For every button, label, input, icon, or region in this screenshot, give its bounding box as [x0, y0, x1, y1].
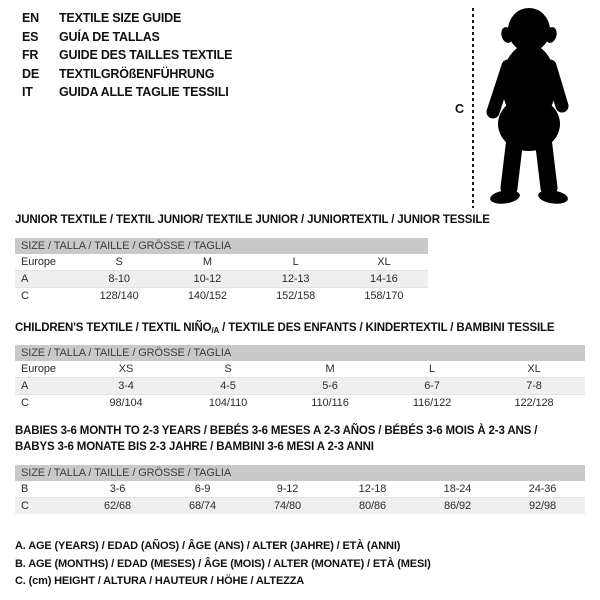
- row-label: A: [15, 378, 75, 395]
- table-row: [15, 378, 585, 395]
- size-header-bar: SIZE / TALLA / TAILLE / GRÖSSE / TAGLIA: [15, 238, 428, 254]
- language-row-it: [22, 83, 232, 102]
- table-cell: 3-4: [75, 378, 177, 395]
- size-header-bar: SIZE / TALLA / TAILLE / GRÖSSE / TAGLIA: [15, 465, 585, 481]
- toddler-silhouette: [482, 6, 574, 208]
- language-title: GUIDA ALLE TAGLIE TESSILI: [59, 85, 229, 99]
- table-cell: 158/170: [364, 290, 404, 302]
- table-cell: 122/128: [514, 397, 554, 409]
- junior-size-table: [15, 238, 428, 304]
- table-cell: 9-12: [245, 481, 330, 498]
- measurement-legend: [15, 538, 431, 591]
- table-cell: M: [163, 254, 251, 271]
- language-code: ES: [22, 29, 39, 44]
- table-row: [15, 361, 585, 378]
- table-cell: XL: [483, 361, 585, 378]
- language-row-de: [22, 65, 232, 84]
- table-cell: 4-5: [177, 378, 279, 395]
- table-cell: 152/158: [276, 290, 316, 302]
- table-cell: 92/98: [528, 500, 557, 512]
- language-code: FR: [22, 48, 39, 62]
- row-label: B: [15, 481, 75, 498]
- row-label: Europe: [15, 254, 75, 271]
- table-cell: 110/116: [311, 397, 349, 409]
- table-row: [15, 271, 428, 288]
- language-title: TEXTILE SIZE GUIDE: [59, 11, 182, 25]
- table-cell: 24-36: [500, 481, 585, 498]
- children-title-text: / TEXTILE DES ENFANTS / KINDERTEXTIL / BAMBINI TESSILE: [219, 322, 555, 334]
- language-list: [22, 9, 232, 102]
- language-code: IT: [22, 85, 33, 99]
- legend-age-years: A. AGE (YEARS) / EDAD (AÑOS) / ÂGE (ANS) / ALTER (JAHRE) / ETÀ (ANNI): [15, 540, 401, 552]
- table-row: [15, 481, 585, 498]
- table-cell: 62/68: [103, 500, 132, 512]
- table-cell: 12-13: [252, 271, 340, 288]
- language-title: GUÍA DE TALLAS: [59, 29, 160, 44]
- table-cell: 6-9: [160, 481, 245, 498]
- table-cell: L: [381, 361, 483, 378]
- legend-age-months: B. AGE (MONTHS) / EDAD (MESES) / ÂGE (MOIS) / ALTER (MONATE) / ETÀ (MESI): [15, 557, 431, 570]
- children-size-table: [15, 345, 585, 411]
- row-label: A: [15, 271, 75, 288]
- table-cell: S: [75, 254, 163, 271]
- table-cell: 14-16: [340, 271, 428, 288]
- language-row-fr: [22, 46, 232, 65]
- row-label: C: [21, 500, 29, 512]
- table-cell: 116/122: [412, 397, 452, 409]
- table-row: [15, 288, 428, 305]
- junior-table-title: JUNIOR TEXTILE / TEXTIL JUNIOR/ TEXTILE JUNIOR / JUNIORTEXTIL / JUNIOR TESSILE: [15, 214, 490, 226]
- table-cell: 3-6: [75, 481, 160, 498]
- table-cell: 6-7: [381, 378, 483, 395]
- table-cell: 7-8: [483, 378, 585, 395]
- children-title-subscript: /A: [211, 326, 220, 335]
- table-cell: 86/92: [443, 500, 472, 512]
- table-row: [15, 254, 428, 271]
- size-header-bar: SIZE / TALLA / TAILLE / GRÖSSE / TAGLIA: [15, 345, 585, 361]
- language-code: EN: [22, 11, 39, 25]
- row-label: Europe: [15, 361, 75, 378]
- legend-height-cm: C. (cm) HEIGHT / ALTURA / HAUTEUR / HÖHE / ALTEZZA: [15, 575, 305, 587]
- table-cell: 18-24: [415, 481, 500, 498]
- babies-title-line2: BABYS 3-6 MONATE BIS 2-3 JAHRE / BAMBINI 3-6 MESI A 2-3 ANNI: [15, 441, 374, 453]
- table-cell: 98/104: [109, 397, 143, 409]
- table-cell: 74/80: [273, 500, 302, 512]
- table-row: [15, 395, 585, 412]
- table-cell: XS: [75, 361, 177, 378]
- table-cell: 10-12: [163, 271, 251, 288]
- children-table-title: [15, 320, 554, 339]
- height-measure-label: C: [455, 102, 465, 116]
- table-cell: 80/86: [358, 500, 387, 512]
- table-cell: L: [252, 254, 340, 271]
- height-measure-dashed-line: [472, 8, 474, 208]
- table-cell: 140/152: [187, 290, 227, 302]
- language-title: TEXTILGRÖßENFÜHRUNG: [59, 66, 215, 81]
- table-cell: 104/110: [208, 397, 248, 409]
- language-code: DE: [22, 66, 39, 81]
- babies-size-table: [15, 465, 585, 514]
- row-label: C: [21, 290, 29, 302]
- table-cell: 128/140: [99, 290, 139, 302]
- babies-title-line1: BABIES 3-6 MONTH TO 2-3 YEARS / BEBÉS 3-6 MESES A 2-3 AÑOS / BÉBÉS 3-6 MOIS À 2-3 ANS /: [15, 425, 538, 437]
- table-cell: 5-6: [279, 378, 381, 395]
- table-row: [15, 498, 585, 515]
- language-title: GUIDE DES TAILLES TEXTILE: [59, 48, 233, 62]
- babies-table-title: [15, 423, 575, 455]
- row-label: C: [21, 397, 29, 409]
- table-cell: M: [279, 361, 381, 378]
- table-cell: 8-10: [75, 271, 163, 288]
- table-cell: XL: [340, 254, 428, 271]
- language-row-es: [22, 28, 232, 47]
- table-cell: 68/74: [188, 500, 217, 512]
- table-cell: 12-18: [330, 481, 415, 498]
- language-row-en: [22, 9, 232, 28]
- children-title-text: CHILDREN'S TEXTILE / TEXTIL NIÑO: [15, 322, 212, 334]
- table-cell: S: [177, 361, 279, 378]
